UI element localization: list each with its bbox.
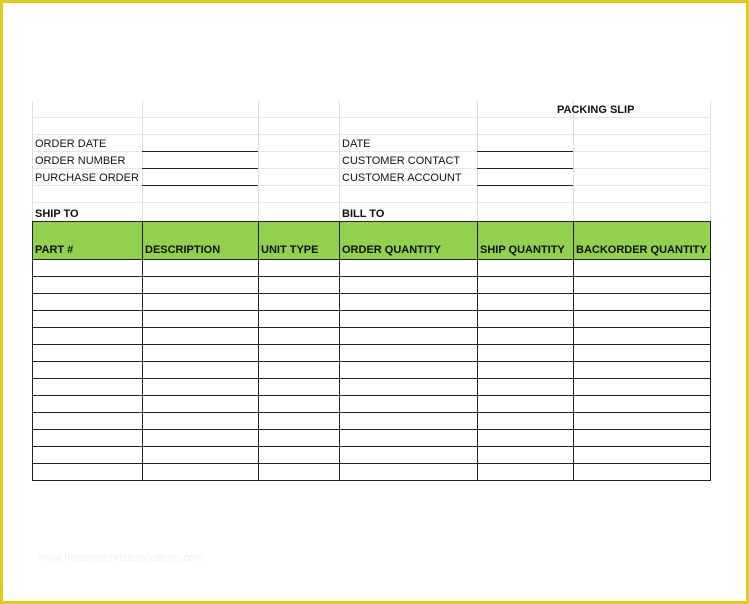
table-row: [32, 260, 711, 277]
table-cell[interactable]: [258, 328, 339, 345]
packing-slip-sheet: [32, 101, 711, 481]
table-cell[interactable]: [142, 362, 258, 379]
header-backorder-quantity: BACKORDER QUANTITY: [576, 244, 707, 256]
table-cell[interactable]: [477, 345, 573, 362]
customer-account-label: CUSTOMER ACCOUNT: [342, 172, 462, 184]
table-cell[interactable]: [573, 464, 711, 481]
table-row: [32, 464, 711, 481]
table-cell[interactable]: [339, 345, 477, 362]
order-number-field[interactable]: [142, 168, 258, 169]
table-cell[interactable]: [477, 328, 573, 345]
table-cell[interactable]: [258, 362, 339, 379]
table-cell[interactable]: [258, 413, 339, 430]
table-cell[interactable]: [142, 260, 258, 277]
header-description: DESCRIPTION: [145, 244, 221, 256]
table-cell[interactable]: [32, 413, 142, 430]
table-cell[interactable]: [477, 396, 573, 413]
table-cell[interactable]: [258, 396, 339, 413]
table-cell[interactable]: [258, 345, 339, 362]
header-order-quantity: ORDER QUANTITY: [342, 244, 441, 256]
table-cell[interactable]: [477, 311, 573, 328]
table-cell[interactable]: [258, 430, 339, 447]
gridline: [32, 101, 33, 221]
table-cell[interactable]: [142, 379, 258, 396]
purchase-order-field[interactable]: [142, 185, 258, 186]
table-cell[interactable]: [32, 362, 142, 379]
table-cell[interactable]: [573, 345, 711, 362]
table-cell[interactable]: [573, 294, 711, 311]
ship-to-label: SHIP TO: [35, 208, 79, 220]
table-cell[interactable]: [573, 311, 711, 328]
table-column-border: [32, 221, 33, 481]
watermark-text: www.heritagechristiancollege.com: [38, 552, 204, 564]
table-column-border: [339, 221, 340, 481]
table-cell[interactable]: [142, 277, 258, 294]
table-cell[interactable]: [142, 396, 258, 413]
table-cell[interactable]: [573, 396, 711, 413]
table-column-border: [142, 221, 143, 481]
table-cell[interactable]: [32, 396, 142, 413]
table-cell[interactable]: [339, 311, 477, 328]
table-row: [32, 311, 711, 328]
gridline: [339, 101, 340, 221]
table-cell[interactable]: [32, 430, 142, 447]
table-cell[interactable]: [339, 294, 477, 311]
gridline: [258, 101, 259, 221]
table-cell[interactable]: [142, 464, 258, 481]
customer-contact-field[interactable]: [477, 168, 573, 169]
table-cell[interactable]: [477, 413, 573, 430]
order-date-field[interactable]: [142, 151, 258, 152]
table-column-border: [710, 221, 711, 481]
table-cell[interactable]: [339, 430, 477, 447]
order-number-label: ORDER NUMBER: [35, 155, 126, 167]
table-cell[interactable]: [339, 260, 477, 277]
table-row: [32, 362, 711, 379]
table-row: [32, 413, 711, 430]
table-cell[interactable]: [477, 260, 573, 277]
table-cell[interactable]: [339, 362, 477, 379]
table-row: [32, 277, 711, 294]
table-cell[interactable]: [258, 277, 339, 294]
table-cell[interactable]: [258, 294, 339, 311]
table-cell[interactable]: [339, 413, 477, 430]
gridline: [32, 202, 711, 203]
table-cell[interactable]: [339, 328, 477, 345]
table-cell[interactable]: [258, 447, 339, 464]
table-cell[interactable]: [573, 413, 711, 430]
table-cell[interactable]: [142, 447, 258, 464]
table-row: [32, 345, 711, 362]
table-cell[interactable]: [32, 277, 142, 294]
table-cell[interactable]: [573, 328, 711, 345]
gridline: [32, 117, 711, 118]
table-cell[interactable]: [477, 362, 573, 379]
customer-account-field[interactable]: [477, 185, 573, 186]
table-header: [32, 221, 711, 260]
gridline: [710, 101, 711, 221]
table-row: [32, 328, 711, 345]
order-date-label: ORDER DATE: [35, 138, 107, 150]
gridline: [32, 168, 711, 169]
table-row: [32, 379, 711, 396]
table-cell[interactable]: [32, 447, 142, 464]
table-cell[interactable]: [339, 379, 477, 396]
table-cell[interactable]: [573, 362, 711, 379]
date-label: DATE: [342, 138, 371, 150]
table-cell[interactable]: [477, 447, 573, 464]
table-cell[interactable]: [142, 328, 258, 345]
table-cell[interactable]: [339, 464, 477, 481]
table-cell[interactable]: [339, 277, 477, 294]
gridline: [32, 134, 711, 135]
table-row: [32, 447, 711, 464]
gridline: [32, 185, 711, 186]
header-ship-quantity: SHIP QUANTITY: [480, 244, 565, 256]
table-cell[interactable]: [142, 294, 258, 311]
table-cell[interactable]: [477, 277, 573, 294]
table-cell[interactable]: [142, 311, 258, 328]
table-cell[interactable]: [477, 464, 573, 481]
table-cell[interactable]: [258, 311, 339, 328]
table-cell[interactable]: [142, 345, 258, 362]
table-cell[interactable]: [32, 260, 142, 277]
date-field[interactable]: [477, 151, 573, 152]
table-cell[interactable]: [32, 345, 142, 362]
table-cell[interactable]: [573, 277, 711, 294]
table-row: [32, 430, 711, 447]
gridline: [573, 101, 574, 221]
table-row: [32, 294, 711, 311]
table-cell[interactable]: [32, 379, 142, 396]
table-row: [32, 396, 711, 413]
table-column-border: [477, 221, 478, 481]
table-cell[interactable]: [573, 447, 711, 464]
gridline: [32, 151, 711, 152]
table-column-border: [573, 221, 574, 481]
table-cell[interactable]: [32, 328, 142, 345]
header-part-number: PART #: [35, 244, 74, 256]
table-cell[interactable]: [477, 430, 573, 447]
purchase-order-label: PURCHASE ORDER: [35, 172, 139, 184]
table-column-border: [258, 221, 259, 481]
document-title: PACKING SLIP: [557, 104, 635, 116]
table-cell[interactable]: [142, 413, 258, 430]
table-cell[interactable]: [339, 396, 477, 413]
gridline: [477, 101, 478, 221]
table-cell[interactable]: [258, 260, 339, 277]
table-row-border: [32, 480, 711, 481]
table-cell[interactable]: [573, 430, 711, 447]
table-cell[interactable]: [142, 430, 258, 447]
table-cell[interactable]: [258, 464, 339, 481]
table-cell[interactable]: [477, 379, 573, 396]
table-cell[interactable]: [32, 464, 142, 481]
table-cell[interactable]: [573, 260, 711, 277]
table-cell[interactable]: [258, 379, 339, 396]
gridline: [142, 101, 143, 221]
customer-contact-label: CUSTOMER CONTACT: [342, 155, 461, 167]
items-table: [32, 221, 711, 481]
table-cell[interactable]: [477, 294, 573, 311]
bill-to-label: BILL TO: [342, 208, 385, 220]
table-cell[interactable]: [32, 294, 142, 311]
table-cell[interactable]: [573, 379, 711, 396]
table-cell[interactable]: [339, 447, 477, 464]
header-unit-type: UNIT TYPE: [261, 244, 319, 256]
table-cell[interactable]: [32, 311, 142, 328]
